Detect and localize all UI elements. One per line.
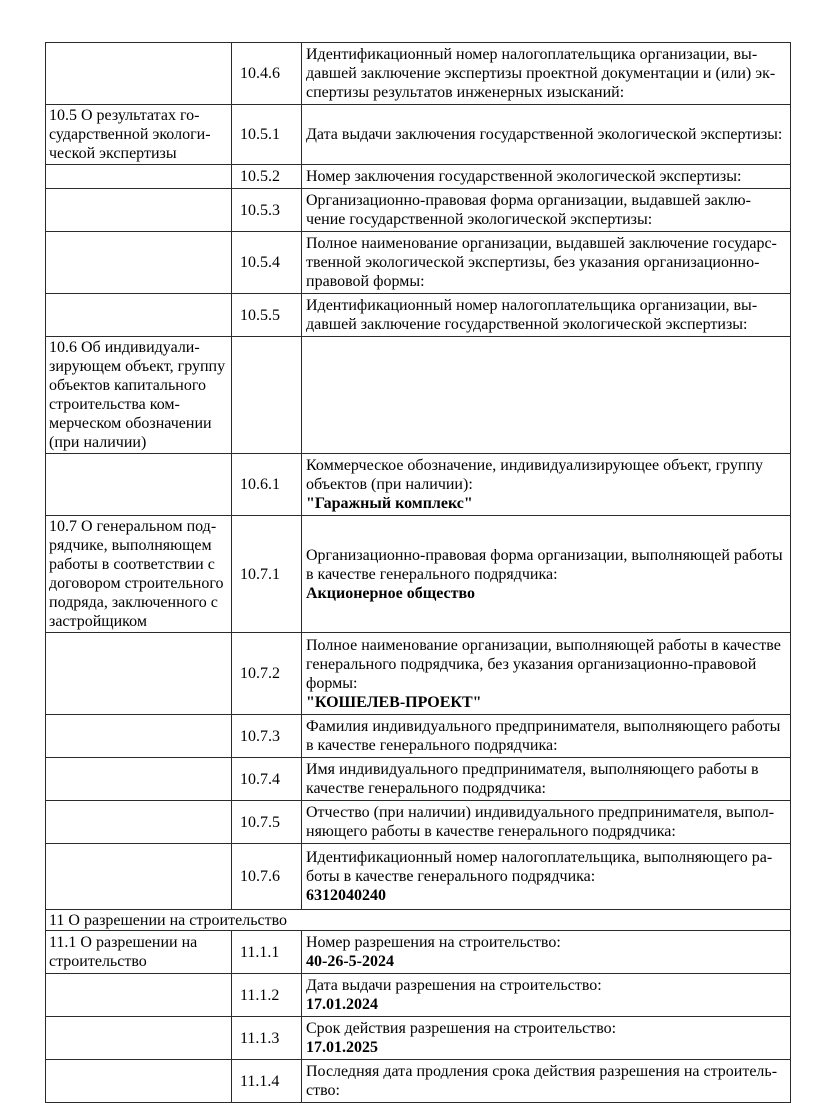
- item-number: 10.7.3: [232, 715, 302, 758]
- item-label: Номер разрешения на строительство:: [306, 934, 561, 951]
- table-row: [46, 1060, 791, 1103]
- item-content: [302, 801, 791, 844]
- item-number: 11.1.3: [232, 1017, 302, 1060]
- item-content: [302, 165, 791, 189]
- item-number: 10.4.6: [232, 43, 302, 105]
- section-cell: [46, 294, 232, 337]
- item-number: 10.5.5: [232, 294, 302, 337]
- item-content: [302, 189, 791, 232]
- section-cell: [46, 454, 232, 516]
- item-number: [232, 337, 302, 454]
- item-label: Идентификационный номер налогоплательщика организации, выдавшей заключение экспертизы проектной документации и (или) экспертизы результатов инженерных изысканий:: [306, 46, 776, 101]
- table-row: [46, 715, 791, 758]
- item-number: 10.7.4: [232, 758, 302, 801]
- item-content: [302, 1017, 791, 1060]
- section-cell: [46, 1017, 232, 1060]
- item-value: "Гаражный комплекс": [306, 495, 473, 512]
- item-value: 17.01.2025: [306, 1039, 378, 1056]
- section-cell: [46, 844, 232, 910]
- item-content: [302, 294, 791, 337]
- item-number: 11.1.1: [232, 931, 302, 974]
- table-row: [46, 1017, 791, 1060]
- item-number: 10.7.5: [232, 801, 302, 844]
- item-content: [302, 516, 791, 633]
- item-label: Дата выдачи разрешения на строительство:: [306, 977, 602, 994]
- table-row: [46, 974, 791, 1017]
- table-row: [46, 931, 791, 974]
- table-row: [46, 43, 791, 105]
- item-label: Идентификационный номер налогоплательщика, выполняющего работы в качестве генерального подрядчика:: [306, 849, 773, 885]
- section-cell: 11.1 О разрешении на строительство: [46, 931, 232, 974]
- table-row: [46, 337, 791, 454]
- item-label: Дата выдачи заключения государственной экологической экспертизы:: [306, 126, 783, 143]
- section-cell: [46, 633, 232, 715]
- item-content: [302, 43, 791, 105]
- item-content: [302, 454, 791, 516]
- item-label: Коммерческое обозначение, индивидуализирующее объект, группу объектов (при наличии):: [306, 457, 764, 493]
- item-value: Акционерное общество: [306, 584, 476, 602]
- item-number: 11.1.4: [232, 1060, 302, 1103]
- table-row-section-header: [46, 910, 791, 931]
- section-span-cell: 11 О разрешении на строительство: [46, 910, 791, 931]
- table-row: [46, 844, 791, 910]
- section-cell: [46, 974, 232, 1017]
- section-cell: [46, 715, 232, 758]
- item-content: [302, 232, 791, 294]
- item-content: [302, 715, 791, 758]
- section-cell: [46, 801, 232, 844]
- item-number: 10.7.2: [232, 633, 302, 715]
- item-label: Идентификационный номер налогоплательщика организации, выдавшей заключение государственной экологической экспертизы:: [306, 297, 758, 333]
- document-body: [45, 42, 791, 1103]
- item-value: 40-26-5-2024: [306, 953, 394, 970]
- item-number: 10.5.1: [232, 105, 302, 165]
- item-label: Номер заключения государственной экологической экспертизы:: [306, 168, 742, 185]
- item-content: [302, 337, 791, 454]
- item-content: [302, 758, 791, 801]
- section-cell: [46, 1060, 232, 1103]
- item-content: [302, 844, 791, 910]
- item-label: Фамилия индивидуального предпринимателя, выполняющего работы в качестве генерального подрядчика:: [306, 718, 781, 754]
- section-cell: [46, 189, 232, 232]
- item-label: Полное наименование организации, выполняющей работы в качестве генерального подрядчика, без указания организационно-правовой формы:: [306, 636, 781, 692]
- item-content: [302, 105, 791, 165]
- item-number: 10.5.3: [232, 189, 302, 232]
- section-cell: 10.7 О генеральном подрядчике, выполняющем работы в соответствии с договором строительного подряда, заключенного с застройщиком: [46, 516, 232, 633]
- section-cell: [46, 232, 232, 294]
- section-cell: [46, 165, 232, 189]
- section-cell: 10.6 Об индивидуализирующем объект, группу объектов капитального строительства коммерческом обозначении (при наличии): [46, 337, 232, 454]
- table-row: [46, 189, 791, 232]
- item-content: [302, 974, 791, 1017]
- item-content: [302, 633, 791, 715]
- item-number: 11.1.2: [232, 974, 302, 1017]
- item-label: Отчество (при наличии) индивидуального предпринимателя, выполняющего работы в качестве генерального подрядчика:: [306, 804, 775, 840]
- item-content: [302, 931, 791, 974]
- table-row: [46, 758, 791, 801]
- item-value: 6312040240: [306, 887, 386, 904]
- item-number: 10.7.6: [232, 844, 302, 910]
- item-label: Имя индивидуального предпринимателя, выполняющего работы в качестве генерального подрядчика:: [306, 761, 759, 797]
- section-cell: [46, 758, 232, 801]
- section-cell: 10.5 О результатах государственной экологической экспертизы: [46, 105, 232, 165]
- table-row: [46, 294, 791, 337]
- item-number: 10.5.2: [232, 165, 302, 189]
- table-row: [46, 454, 791, 516]
- item-value: "КОШЕЛЕВ-ПРОЕКТ": [306, 693, 482, 711]
- item-label: Организационно-правовая форма организации, выполняющей работы в качестве генерального подрядчика:: [306, 546, 783, 583]
- declaration-table: [45, 42, 791, 1103]
- item-number: 10.7.1: [232, 516, 302, 633]
- item-label: Срок действия разрешения на строительство:: [306, 1020, 617, 1037]
- table-row: [46, 232, 791, 294]
- item-number: 10.6.1: [232, 454, 302, 516]
- item-content: [302, 1060, 791, 1103]
- table-row: [46, 801, 791, 844]
- item-number: 10.5.4: [232, 232, 302, 294]
- section-cell: [46, 43, 232, 105]
- item-label: Полное наименование организации, выдавшей заключение государственной экологической экспертизы, без указания организационно-правовой формы:: [306, 235, 777, 290]
- table-row: [46, 165, 791, 189]
- table-row: [46, 516, 791, 633]
- item-label: Организационно-правовая форма организации, выдавшей заключение государственной экологической экспертизы:: [306, 192, 751, 228]
- table-row: [46, 633, 791, 715]
- item-value: 17.01.2024: [306, 996, 378, 1013]
- item-label: Последняя дата продления срока действия разрешения на строительство:: [306, 1063, 778, 1099]
- table-row: [46, 105, 791, 165]
